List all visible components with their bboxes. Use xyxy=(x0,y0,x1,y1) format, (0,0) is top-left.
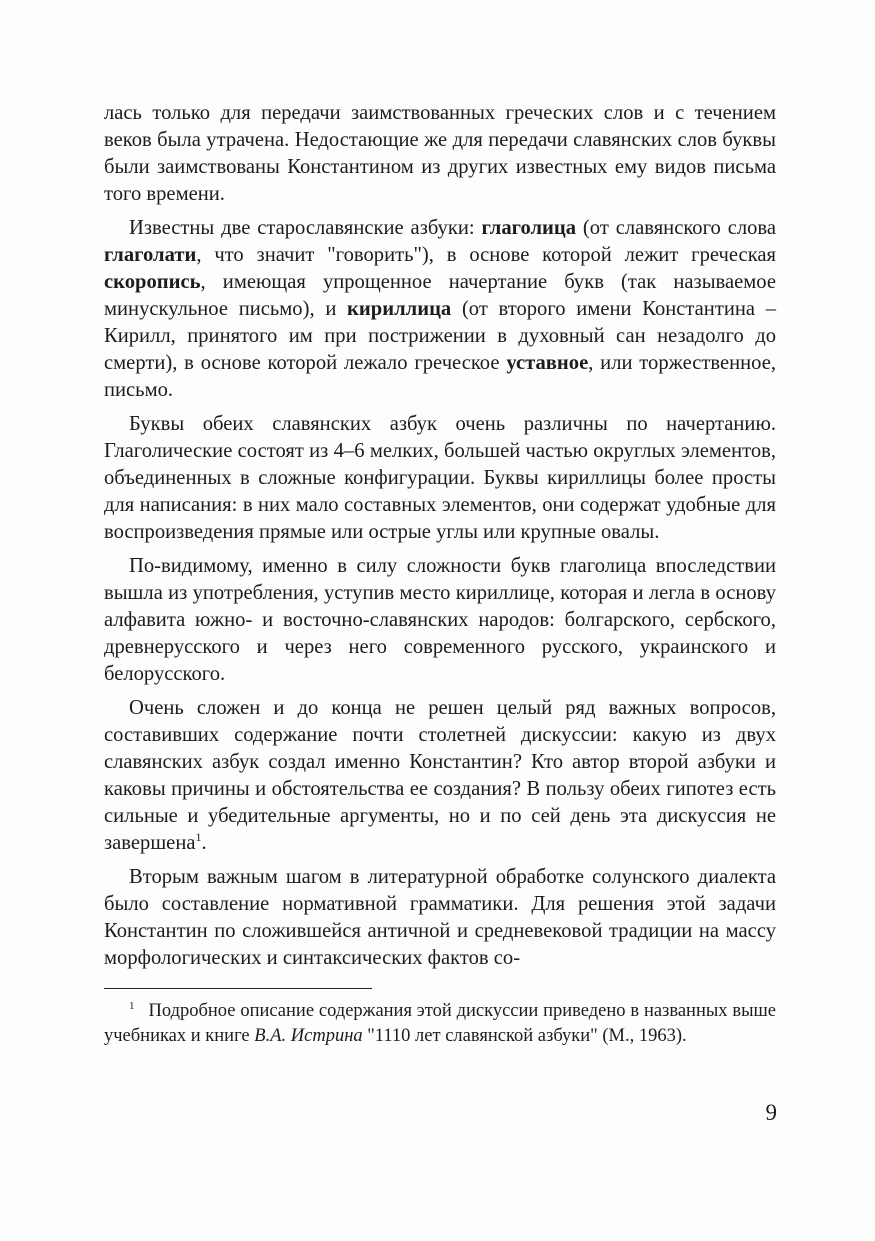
bold-term: скоропись xyxy=(104,271,201,293)
footnote-text-after: "1110 лет славянской азбуки" (М., 1963). xyxy=(362,1026,687,1046)
paragraph-text: (от второго имени Константина – Кирилл, принятого им при пострижении в духовный сан незадолго до смерти), в основе которой лежало греческое xyxy=(104,298,776,374)
bold-term: кириллица xyxy=(347,298,452,320)
paragraph-text: , что значит "говорить"), в основе которой лежит греческая xyxy=(196,244,776,266)
footnote xyxy=(104,999,776,1049)
paragraph-text: Вторым важным шагом в литературной обработке солунского диалекта было составление нормативной грамматики. Для решения этой задачи Константин по сложившейся античной и средневековой традиции на массу морфологических и синтаксических фактов со- xyxy=(104,866,776,969)
page-number: 9 xyxy=(765,1100,777,1125)
paragraph-text: Очень сложен и до конца не решен целый ряд важных вопросов, составивших содержание почти столетней дискуссии: какую из двух славянских азбук создал именно Константин? Кто автор второй азбуки и каковы причины и обстоятельства ее создания? В пользу обеих гипотез есть сильные и убедительные аргументы, но и по сей день эта дискуссия не завершена xyxy=(104,697,776,854)
paragraph xyxy=(104,411,776,546)
paragraph-text: , имеющая упрощенное начертание букв (так называемое минускульное письмо), и xyxy=(104,271,776,320)
paragraph-text: , или торжественное, письмо. xyxy=(104,352,777,401)
bold-term: глаголица xyxy=(481,217,577,239)
bold-term: глаголати xyxy=(104,244,197,266)
paragraph-text: лась только для передачи заимствованных греческих слов и с течением веков была утрачена. Недостающие же для передачи славянских слов буквы были заимствованы Константином из других известных ему видов письма того времени. xyxy=(104,102,776,205)
footnote-reference: 1 xyxy=(195,830,202,845)
footnote-marker: 1 xyxy=(129,999,135,1012)
paragraph xyxy=(104,695,776,857)
paragraph xyxy=(104,864,776,972)
paragraph-text: Известны две старославянские азбуки: xyxy=(129,217,482,239)
paragraph-text: Буквы обеих славянских азбук очень различны по начертанию. Глаголические состоят из 4–6 мелких, большей частью округлых элементов, объединенных в сложные конфигурации. Буквы кириллицы более просты для написания: в них мало составных элементов, они содержат удобные для воспроизведения прямые или острые углы или крупные овалы. xyxy=(104,413,776,543)
footnote-divider xyxy=(104,988,372,989)
paragraph xyxy=(104,553,776,688)
paragraph-text: (от славянского слова xyxy=(576,217,777,239)
paragraph-text: По-видимому, именно в силу сложности букв глаголица впоследствии вышла из употребления, уступив место кириллице, которая и легла в основу алфавита южно- и восточно-славянских народов: болгарского, сербского, древнерусского и через него современного русского, украинского и белорусского. xyxy=(104,555,776,685)
footnote-author: В.А. Истрина xyxy=(254,1026,363,1046)
paragraph xyxy=(104,215,776,404)
paragraph xyxy=(104,100,776,208)
page-body xyxy=(104,100,776,979)
paragraph-text: . xyxy=(201,832,207,854)
footnote-text-before: Подробное описание содержания этой дискуссии приведено в названных выше учебниках и книге xyxy=(104,1001,776,1046)
bold-term: уставное xyxy=(506,352,589,374)
